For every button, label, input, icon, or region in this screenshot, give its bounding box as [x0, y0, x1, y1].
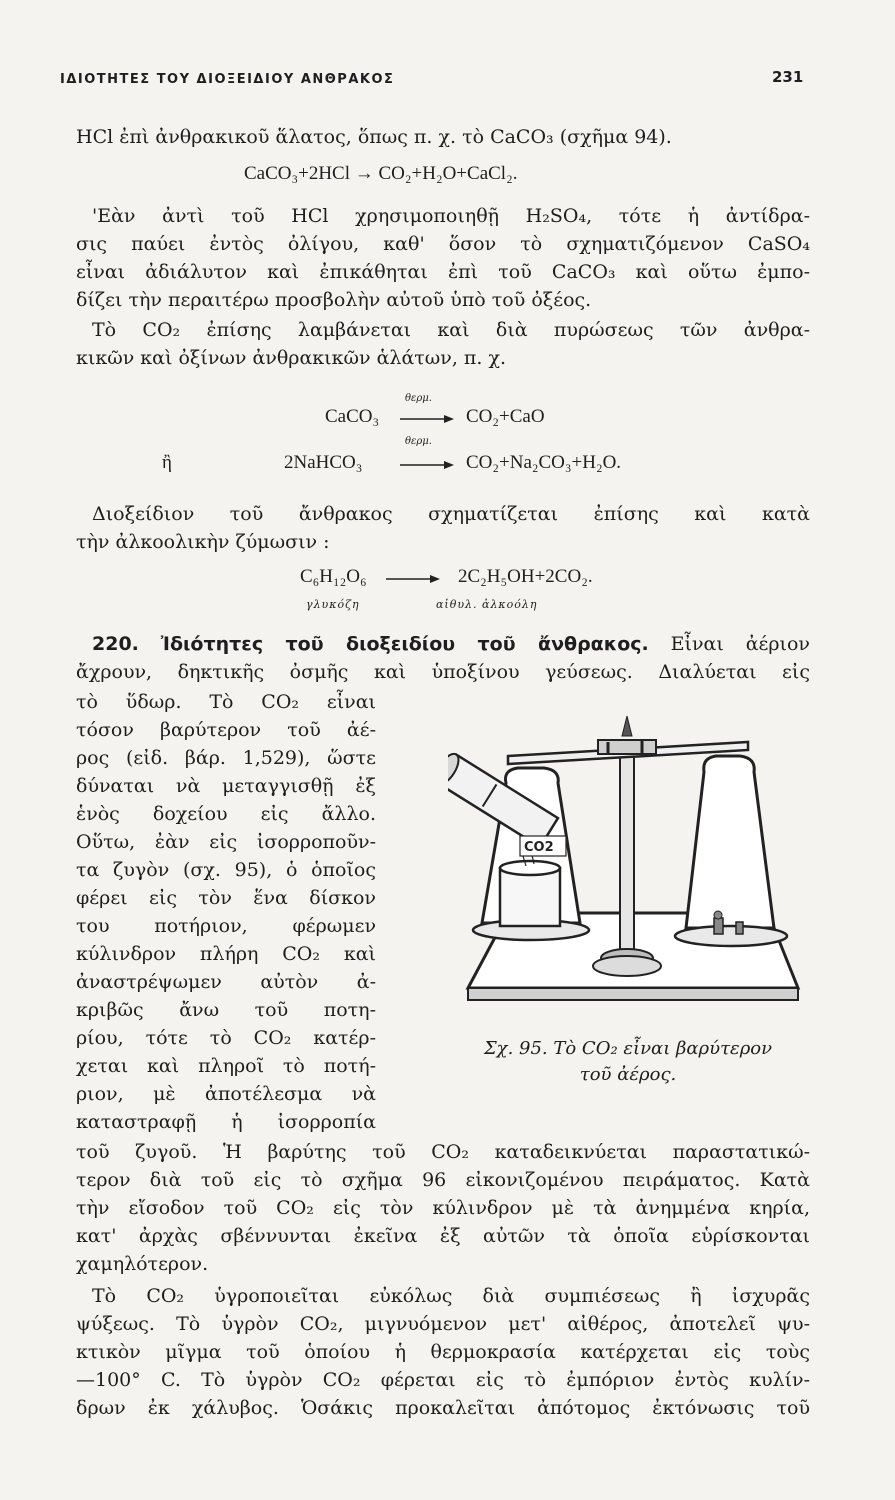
- text-line: τοῦ ζυγοῦ. Ἡ βαρύτης τοῦ CO₂ καταδεικνύεται παραστατικώ-: [76, 1141, 810, 1163]
- text-line: φέρει εἰς τὸν ἕνα δίσκον: [76, 887, 376, 909]
- text-line: ρος (εἰδ. βάρ. 1,529), ὥστε: [76, 747, 376, 769]
- text-line: τα ζυγὸν (σχ. 95), ὁ ὁποῖος: [76, 859, 376, 881]
- text-line: τὴν εἴσοδον τοῦ CO₂ εἰς τὸν κύλινδρον μὲ τὰ ἀνημμένα κηρία,: [76, 1197, 810, 1219]
- reaction-arrow: [398, 458, 458, 472]
- text-line: HCl ἐπὶ ἀνθρακικοῦ ἅλατος, ὅπως π. χ. τὸ CaCO₃ (σχῆμα 94).: [76, 126, 672, 148]
- text-line: κικῶν καὶ ὀξίνων ἀνθρακικῶν ἁλάτων, π. χ.: [76, 347, 507, 369]
- text-line: τὸ ὕδωρ. Τὸ CO₂ εἶναι: [76, 691, 376, 713]
- equation-1: CaCO₃+2HCl → CO₂+H₂O+CaCl₂.: [244, 163, 518, 184]
- figure-95: [448, 708, 818, 1028]
- equation-4-right: 2C₂H₅OH+2CO₂.: [458, 566, 593, 587]
- text-line: κύλινδρον πλήρη CO₂ καὶ: [76, 943, 376, 965]
- running-head: ΙΔΙΟΤΗΤΕΣ ΤΟΥ ΔΙΟΞΕΙΔΙΟΥ ΑΝΘΡΑΚΟΣ: [60, 72, 395, 87]
- balance-illustration: [448, 708, 818, 1028]
- text-line: Οὕτω, ἐὰν εἰς ἰσορροποῦν-: [76, 831, 376, 853]
- co2-label: CO2: [524, 840, 554, 855]
- text-line: δρων ἐκ χάλυβος. Ὁσάκις προκαλεῖται ἀπότομος ἐκτόνωσις τοῦ: [76, 1397, 810, 1419]
- or-word: ἢ: [162, 452, 172, 473]
- equation-2-left: CaCO₃: [325, 406, 380, 427]
- text-line: Τὸ CO₂ ὑγροποιεῖται εὐκόλως διὰ συμπιέσεως ἢ ἰσχυρᾶς: [92, 1285, 810, 1307]
- text-run: Εἶναι ἀέριον: [670, 633, 810, 655]
- text-line: κτικὸν μῖγμα τοῦ ὁποίου ἡ θερμοκρασία κατέρχεται εἰς τοὺς: [76, 1341, 810, 1363]
- text-line: ἄχρουν, δηκτικῆς ὀσμῆς καὶ ὑποξίνου γεύσεως. Διαλύεται εἰς: [76, 661, 810, 683]
- text-line: 'Εὰν ἀντὶ τοῦ HCl χρησιμοποιηθῇ H₂SO₄, τότε ἡ ἀντίδρα-: [92, 205, 810, 227]
- section-title: Ἰδιότητες τοῦ διοξειδίου τοῦ ἄνθρακος.: [160, 633, 649, 655]
- page-number: 231: [772, 68, 804, 86]
- ethanol-label: αἰθυλ. ἀλκοόλη: [436, 598, 538, 611]
- text-line: χαμηλότερον.: [76, 1253, 209, 1275]
- text-line: Διοξείδιον τοῦ ἄνθρακος σχηματίζεται ἐπίσης καὶ κατὰ: [92, 503, 810, 525]
- thermal-label: θερμ.: [405, 436, 432, 447]
- text-line: τόσον βαρύτερον τοῦ ἀέ-: [76, 719, 376, 741]
- section-heading: [92, 632, 810, 656]
- text-line: Τὸ CO₂ ἐπίσης λαμβάνεται καὶ διὰ πυρώσεως τῶν ἀνθρα-: [92, 319, 810, 341]
- thermal-label: θερμ.: [405, 393, 432, 404]
- text-line: ἀναστρέψωμεν αὐτὸν ἀ-: [76, 971, 376, 993]
- text-line: ριον, μὲ ἀποτέλεσμα νὰ: [76, 1083, 376, 1105]
- text-line: του ποτήριον, φέρωμεν: [76, 915, 376, 937]
- reaction-arrow: [398, 412, 458, 426]
- equation-4-left: C₆H₁₂O₆: [300, 566, 367, 587]
- equation-2-right: CO₂+CaO: [466, 406, 545, 427]
- text-line: κριβῶς ἄνω τοῦ ποτη-: [76, 999, 376, 1021]
- caption-line-2: τοῦ ἀέρος.: [579, 1064, 677, 1085]
- caption-line-1: Σχ. 95. Τὸ CO₂ εἶναι βαρύτερον: [483, 1038, 773, 1059]
- text-line: σις παύει ἐντὸς ὀλίγου, καθ' ὅσον τὸ σχηματιζόμενον CaSO₄: [76, 233, 810, 255]
- text-line: ψύξεως. Τὸ ὑγρὸν CO₂, μιγνυόμενον μετ' αἰθέρος, ἀποτελεῖ ψυ-: [76, 1313, 810, 1335]
- text-line: δίζει τὴν περαιτέρω προσβολὴν αὐτοῦ ὑπὸ τοῦ ὀξέος.: [76, 289, 592, 311]
- equation-3-left: 2NaHCO₃: [284, 452, 363, 473]
- text-line: δύναται νὰ μεταγγισθῇ ἐξ: [76, 775, 376, 797]
- text-line: τερον διὰ τοῦ εἰς τὸ σχῆμα 96 εἰκονιζομένου πειράματος. Κατὰ: [76, 1169, 810, 1191]
- text-line: εἶναι ἀδιάλυτον καὶ ἐπικάθηται ἐπὶ τοῦ CaCO₃ καὶ οὕτω ἐμπο-: [76, 261, 810, 283]
- text-line: κατ' ἀρχὰς σβέννυνται ἐκεῖνα ἐξ αὐτῶν τὰ ὁποῖα εὑρίσκονται: [76, 1225, 810, 1247]
- text-line: ἑνὸς δοχείου εἰς ἄλλο.: [76, 803, 376, 825]
- text-line: —100° C. Τὸ ὑγρὸν CO₂ φέρεται εἰς τὸ ἐμπόριον ἐντὸς κυλίν-: [76, 1369, 810, 1391]
- section-number: 220.: [92, 633, 139, 655]
- text-line: καταστραφῇ ἡ ἰσορροπία: [76, 1111, 376, 1133]
- equation-3-right: CO₂+Na₂CO₃+H₂O.: [466, 452, 622, 473]
- text-line: χεται καὶ πληροῖ τὸ ποτή-: [76, 1055, 376, 1077]
- text-line: τὴν ἀλκοολικὴν ζύμωσιν :: [76, 531, 330, 553]
- figure-caption: [438, 1036, 818, 1088]
- text-line: ρίου, τότε τὸ CO₂ κατέρ-: [76, 1027, 376, 1049]
- glucose-label: γλυκόζη: [306, 598, 360, 611]
- reaction-arrow: [384, 572, 444, 586]
